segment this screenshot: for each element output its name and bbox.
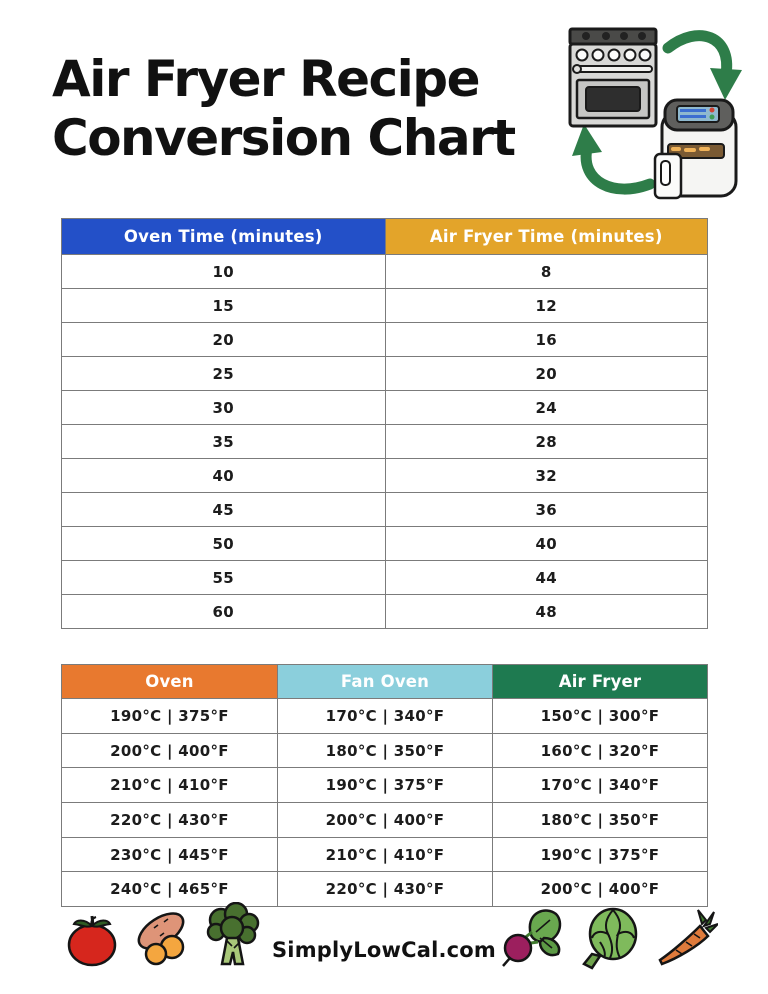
temperature-conversion-table: [61, 664, 708, 907]
table-row: [62, 560, 707, 594]
table-cell: 32: [385, 459, 708, 492]
table-cell: 180°C | 350°F: [277, 734, 492, 768]
table-cell: 44: [385, 561, 708, 594]
table-cell: 60: [212, 602, 234, 621]
time-table-header-row: [62, 219, 707, 254]
table-row: [62, 254, 707, 288]
table-cell: 30: [212, 398, 234, 417]
table-cell: 20: [385, 357, 708, 390]
table-cell: 40: [212, 466, 234, 485]
table-cell: 20: [212, 330, 234, 349]
table-row: [62, 837, 707, 872]
table-row: [62, 733, 707, 768]
temperature-table-body: [62, 698, 707, 906]
table-cell: 190°C | 375°F: [277, 768, 492, 802]
column-header: Air Fryer: [492, 665, 707, 698]
table-cell: 48: [385, 595, 708, 628]
table-cell: 25: [212, 364, 234, 383]
curved-arrow-up-icon: [572, 124, 650, 189]
table-cell: 230°C | 445°F: [110, 845, 229, 864]
table-cell: 28: [385, 425, 708, 458]
table-cell: 12: [385, 289, 708, 322]
table-cell: 200°C | 400°F: [110, 741, 229, 760]
column-header: Air Fryer Time (minutes): [385, 219, 708, 254]
table-cell: 200°C | 400°F: [277, 803, 492, 837]
table-cell: 210°C | 410°F: [110, 776, 229, 795]
table-cell: 170°C | 340°F: [492, 768, 707, 802]
page-title-line2: Conversion Chart: [52, 108, 515, 167]
table-cell: 160°C | 320°F: [492, 734, 707, 768]
table-cell: 170°C | 340°F: [277, 699, 492, 733]
column-header: Oven: [62, 665, 277, 698]
table-cell: 240°C | 465°F: [110, 880, 229, 899]
temperature-table-header-row: [62, 665, 707, 698]
table-cell: 210°C | 410°F: [277, 838, 492, 872]
table-row: [62, 594, 707, 628]
table-cell: 35: [212, 432, 234, 451]
table-cell: 50: [212, 534, 234, 553]
table-cell: 220°C | 430°F: [110, 810, 229, 829]
table-cell: 200°C | 400°F: [492, 872, 707, 906]
table-cell: 45: [212, 500, 234, 519]
table-cell: 180°C | 350°F: [492, 803, 707, 837]
table-row: [62, 526, 707, 560]
time-table-body: [62, 254, 707, 628]
table-row: [62, 288, 707, 322]
page-title: [52, 50, 572, 167]
table-row: [62, 424, 707, 458]
curved-arrow-down-icon: [668, 36, 742, 100]
table-row: [62, 767, 707, 802]
footer: [0, 900, 768, 980]
table-cell: 16: [385, 323, 708, 356]
table-cell: 15: [212, 296, 234, 315]
table-row: [62, 356, 707, 390]
table-cell: 40: [385, 527, 708, 560]
website-name: SimplyLowCal.com: [271, 938, 497, 962]
table-cell: 36: [385, 493, 708, 526]
table-row: [62, 390, 707, 424]
page-title-line1: Air Fryer Recipe: [52, 50, 479, 108]
table-cell: 190°C | 375°F: [492, 838, 707, 872]
column-header: Oven Time (minutes): [62, 219, 385, 254]
oven-to-air-fryer-illustration: [556, 8, 763, 208]
table-cell: 220°C | 430°F: [277, 872, 492, 906]
table-cell: 24: [385, 391, 708, 424]
oven-stove-icon: [570, 29, 656, 126]
air-fryer-icon: [655, 100, 736, 198]
table-row: [62, 698, 707, 733]
table-row: [62, 322, 707, 356]
table-row: [62, 458, 707, 492]
table-row: [62, 802, 707, 837]
table-cell: 55: [212, 568, 234, 587]
table-cell: 8: [385, 255, 708, 288]
column-header: Fan Oven: [277, 665, 492, 698]
time-conversion-table: [61, 218, 708, 629]
table-row: [62, 492, 707, 526]
table-cell: 190°C | 375°F: [110, 706, 229, 725]
table-cell: 10: [212, 262, 234, 281]
table-cell: 150°C | 300°F: [492, 699, 707, 733]
